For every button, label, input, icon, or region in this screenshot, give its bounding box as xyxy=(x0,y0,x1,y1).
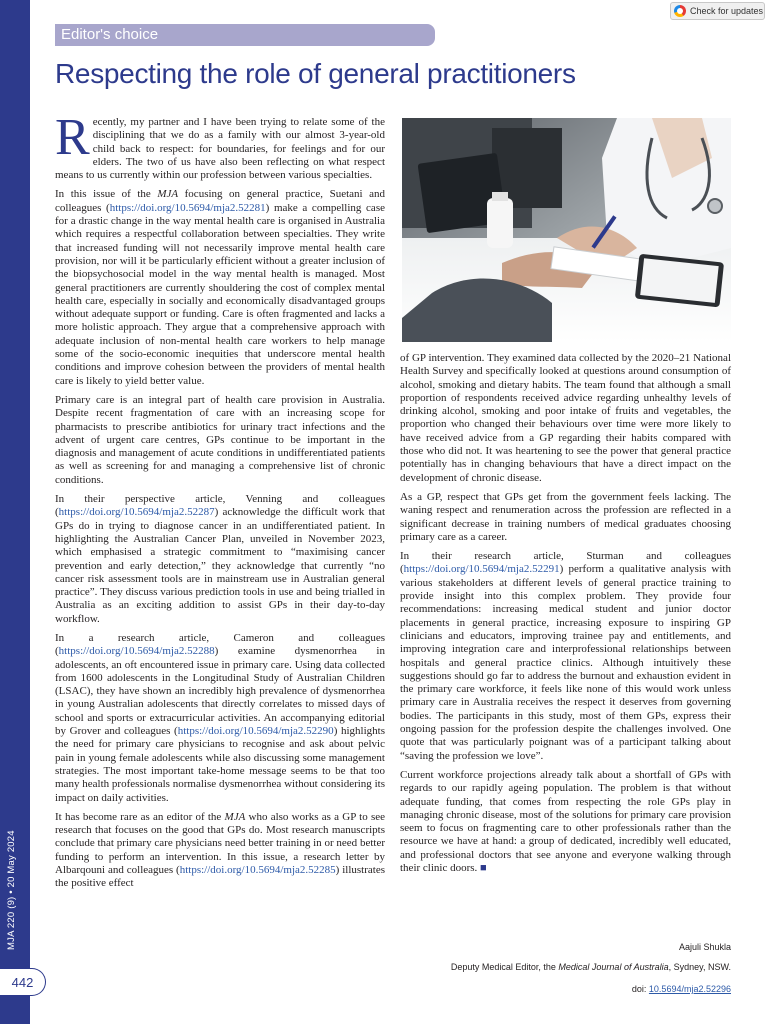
journal-abbrev: MJA xyxy=(224,810,246,823)
left-column xyxy=(55,109,386,897)
author-affiliation: Deputy Medical Editor, the Medical Journal of Australia, Sydney, NSW. xyxy=(450,962,731,972)
crossmark-icon xyxy=(674,5,686,17)
article-title: Respecting the role of general practitioners xyxy=(55,58,576,89)
right-column xyxy=(400,352,731,881)
doi-link-sturman[interactable]: https://doi.org/10.5694/mja2.52291 xyxy=(403,563,560,576)
clinician-consultation-photo xyxy=(402,118,731,342)
paragraph-1: Recently, my partner and I have been trying to relate some of the disciplining that we do as a family with our almost 3-year-old child back to respect: for boundaries, for feelings and for our elders. The two of us have also been reflecting on what respect means to us currently within our profession between various specialties. xyxy=(55,109,385,182)
check-for-updates-button[interactable] xyxy=(670,2,765,20)
paragraph-7: of GP intervention. They examined data collected by the 2020–21 National Health Survey and specifically looked at questions around consumption of alcohol, smoking and dietary habits. The team found that although a small proportion of respondents received advice regarding unhealthy levels of drinking alcohol, smoking and poor intake of fruits and vegetables, the proportion who changed their behaviours over time were more likely to have received advice from a GP regarding their habits compared with those who did not. It was heartening to see the power that general practice potentially has in changing behaviours that have a direct impact on the development of chronic disease. xyxy=(400,352,731,484)
paragraph-5: In a research article, Cameron and colleagues (https://doi.org/10.5694/mja2.52288) examine dysmenorrhea in adolescents, an oft encountered issue in primary care. Using data collected from 1600 adolescents in the Longitudinal Study of Australian Children (LSAC), they have shown an incredibly high prevalence of dysmenorrhea in young Australian adolescents that directly correlates to missed days of school and sports or extracurricular activities. An accompanying editorial by Grover and colleagues (https://doi.org/10.5694/mja2.52290) highlights the need for primary care physicians to recognise and ask about pelvic pain in young female adolescents while also discussing some management strategies. The most important take-home message seems to be that too many health professionals normalise dysmenorrhea without considering its impact on daily activities. xyxy=(55,631,386,804)
doi-link-cameron[interactable]: https://doi.org/10.5694/mja2.52288 xyxy=(58,645,215,658)
paragraph-4: In their perspective article, Venning and colleagues (https://doi.org/10.5694/mja2.52287) acknowledge the difficult work that GPs do in trying to diagnose cancer in an undifferentiated patient. In highlighting the Australian Cancer Plan, unveiled in November 2023, which emphasised a strategic commitment to “maximising cancer prevention and early detection,” they acknowledge that currently “no cancer risk assessment tools are in mainstream use in Australian general practice”. They discuss various prediction tools in use and being trialled in Australia as an exciting addition to assist GPs in their day-to-day workflow. xyxy=(55,493,385,625)
paragraph-10: Current workforce projections already talk about a shortfall of GPs with regards to our rapidly ageing population. The problem is that without adequate funding, that comes from respecting the role GPs play in managing chronic disease, most of the solutions for primary care provision seem to focus on fragmenting care to other professionals rather than the resource we have at hand: a group of dedicated, incredibly well educated, and professional doctors that see anyone and everyone walking through their clinic doors. ■ xyxy=(400,768,731,874)
page-number: 442 xyxy=(0,968,46,996)
doi-link-albarqouni[interactable]: https://doi.org/10.5694/mja2.52285 xyxy=(179,864,336,877)
journal-issue-info: MJA 220 (9) • 20 May 2024 xyxy=(6,830,17,950)
paragraph-2: In this issue of the MJA focusing on general practice, Suetani and colleagues (https://doi.org/10.5694/mja2.52281) make a compelling case for a drastic change in the way mental health care is organised in Australia which requires a respectful collaboration between specialties. They write that increased funding will not necessarily improve mental health care provision, nor will it be particularly efficient without a greater inclusion of the biopsychosocial model in the way mental health is managed. Most general practitioners are currently shouldering the cost of complex mental health care, especially in socially and economically disadvantaged groups without adequate support or funding. Care is often fragmented and lacks a more holistic approach. They argue that a comprehensive approach with adequate inclusion of non-mental health care workers to help manage some of the socio-economic inequities that underscore mental health conditions and improve cohesion between the providers of mental health care is likely to yield better value. xyxy=(55,188,385,387)
journal-abbrev: MJA xyxy=(157,188,179,201)
check-for-updates-label: Check for updates xyxy=(690,6,764,16)
paragraph-3: Primary care is an integral part of health care provision in Australia. Despite recent fragmentation of care with an increasing scope for pharmacists to prescribe antibiotics for urinary tract infections and the advent of urgent care centres, GPs continue to be important in the diagnosis and management of acute conditions in undifferentiated patients as well as screening for and managing a comprehensive list of chronic conditions. xyxy=(55,393,385,486)
author-name: Aajuli Shukla xyxy=(678,942,731,952)
paragraph-6: It has become rare as an editor of the MJA who also works as a GP to see research that focuses on the good that GPs do. Most research manuscripts conclude that primary care physicians need better training in or need better funding to perform an intervention. In this issue, a research letter by Albarqouni and colleagues (https://doi.org/10.5694/mja2.52285) illustrates the positive effect xyxy=(55,810,385,890)
paragraph-8: As a GP, respect that GPs get from the government feels lacking. The waning respect and renumeration across the profession are reflected in a significant decrease in training numbers of medical graduates choosing primary care as a career. xyxy=(400,490,731,543)
section-banner: Editor's choice xyxy=(55,24,435,46)
doi-link-grover[interactable]: https://doi.org/10.5694/mja2.52290 xyxy=(177,725,334,738)
drop-cap: R xyxy=(55,109,90,166)
doi-link-venning[interactable]: https://doi.org/10.5694/mja2.52287 xyxy=(58,506,215,519)
paragraph-9: In their research article, Sturman and colleagues (https://doi.org/10.5694/mja2.52291) perform a qualitative analysis with various stakeholders at different levels of general practice training to provide insight into this complex problem. They provide four recommendations: increasing medical student and junior doctor placements in general practice, increasing exposure to inspiring GP clinicians and educators, improving trainee pay and entitlements, and improving integration care and interprofessional relationships between hospitals and general practice clinics. Although intuitively these suggestions should go far to address the burnout and exhaustion evident in the primary care workforce, it feels like none of this would work unless primary care in Australia receives the respect it deserves from governing bodies. The participants in this study, most of them GPs, express their ongoing passion for the profession despite the challenges involved. One quote that was particularly poignant was of a participant talking about “saving the profession we love”. xyxy=(400,550,731,762)
end-of-article-mark: ■ xyxy=(480,861,487,874)
doi-link-article[interactable]: 10.5694/mja2.52296 xyxy=(648,984,731,994)
photo-illustration xyxy=(402,118,731,342)
doi-link-suetani[interactable]: https://doi.org/10.5694/mja2.52281 xyxy=(109,201,266,214)
article-doi: doi: 10.5694/mja2.52296 xyxy=(631,984,731,994)
